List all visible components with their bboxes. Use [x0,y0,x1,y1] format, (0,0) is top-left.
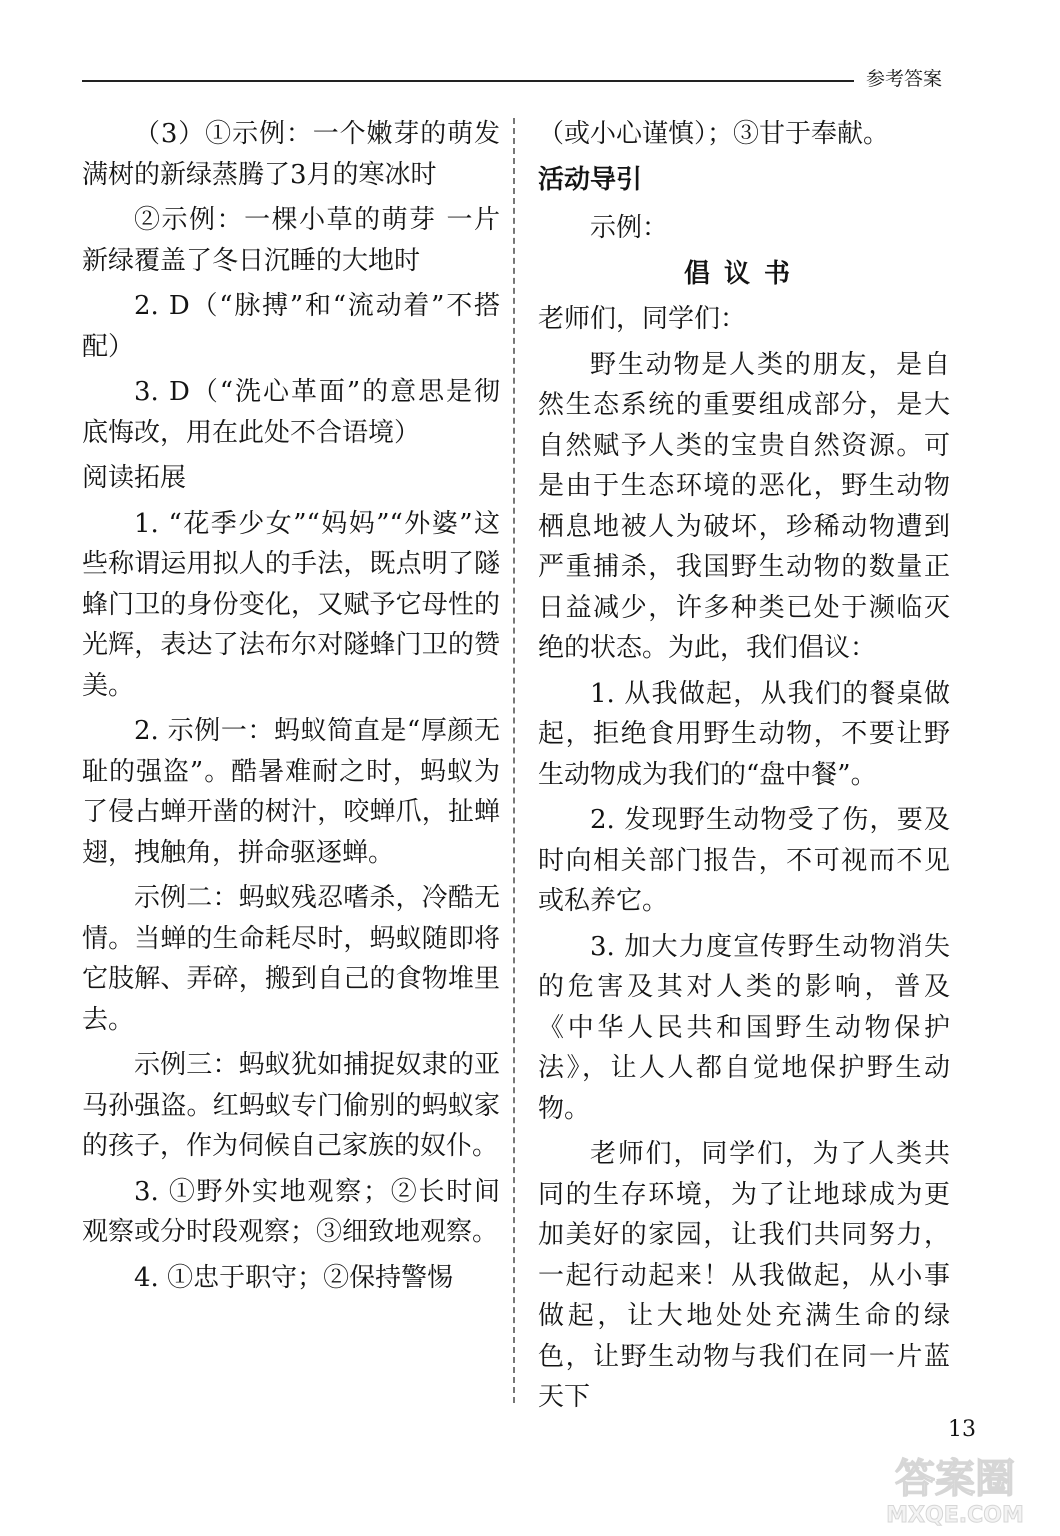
watermark-line-1: 答案圈 [895,1456,1015,1502]
right-salutation: 老师们，同学们： [538,304,747,334]
left-paragraph-3: 2. D（“脉搏”和“流动着”不搭配） [82,291,500,362]
left-paragraph-10: 4. ①忠于职守；②保持警惕 [134,1262,454,1293]
section-heading-activity: 活动导引 [538,164,643,195]
right-paragraph-1: （或小心谨慎）；③甘于奉献。 [538,119,890,149]
right-paragraph-8: 老师们，同学们，为了人类共同的生存环境，为了让地球成为更加美好的家园，让我们共同努力，一起行动起来！从我做起，从小事做起，让大地处处充满生命的绿色，让野生动物与我们在同一片蓝天下 [538,1139,950,1412]
left-paragraph-1: （3）①示例：一个嫩芽的萌发 满树的新绿蒸腾了3月的寒冰时 [82,119,500,190]
left-paragraph-6: 2. 示例一：蚂蚁简直是“厚颜无耻的强盗”。酷暑难耐之时，蚂蚁为了侵占蝉开凿的树汁，咬蝉爪，扯蝉翅，拽触角，拼命驱逐蝉。 [82,716,500,868]
right-paragraph-7: 3. 加大力度宣传野生动物消失的危害及其对人类的影响，普及《中华人民共和国野生动物保护法》，让人人都自觉地保护野生动物。 [538,931,950,1124]
left-paragraph-8: 示例三：蚂蚁犹如捕捉奴隶的亚马孙强盗。红蚂蚁专门偷别的蚂蚁家的孩子，作为伺候自己家族的奴仆。 [82,1050,500,1161]
left-paragraph-4: 3. D（“洗心革面”的意思是彻底悔改，用在此处不合语境） [82,377,500,448]
watermark-line-2: MXQE.COM [886,1503,1024,1528]
page-number: 13 [948,1417,976,1442]
header-title: 参考答案 [866,68,943,90]
header-rule [82,80,854,82]
left-paragraph-2: ②示例：一棵小草的萌芽 一片新绿覆盖了冬日沉睡的大地时 [82,205,500,276]
right-paragraph-5: 1. 从我做起，从我们的餐桌做起，拒绝食用野生动物，不要让野生动物成为我们的“盘中餐”。 [538,678,950,790]
watermark-logo [880,1450,1030,1530]
proposal-title: 倡议书 [683,258,804,289]
left-paragraph-7: 示例二：蚂蚁残忍嗜杀，冷酷无情。当蝉的生命耗尽时，蚂蚁随即将它肢解、弄碎，搬到自己的食物堆里去。 [82,883,500,1035]
column-divider [513,118,515,1403]
right-column [538,114,950,1423]
right-paragraph-6: 2. 发现野生动物受了伤，要及时向相关部门报告，不可视而不见或私养它。 [538,805,950,916]
left-paragraph-9: 3. ①野外实地观察；②长时间观察或分时段观察；③细致地观察。 [82,1176,500,1247]
right-paragraph-4: 野生动物是人类的朋友，是自然生态系统的重要组成部分，是大自然赋予人类的宝贵自然资源。可是由于生态环境的恶化，野生动物栖息地被人为破坏，珍稀动物遭到严重捕杀，我国野生动物的数量正日益减少，许多种类已处于濒临灭绝的状态。为此，我们倡议： [538,349,950,663]
left-paragraph-5: 1. “花季少女”“妈妈”“外婆”这些称谓运用拟人的手法，既点明了隧蜂门卫的身份变化，又赋予它母性的光辉，表达了法布尔对隧蜂门卫的赞美。 [82,508,500,701]
left-column [82,114,500,1303]
section-heading-reading: 阅读拓展 [82,463,187,493]
right-example-label: 示例： [590,213,669,243]
